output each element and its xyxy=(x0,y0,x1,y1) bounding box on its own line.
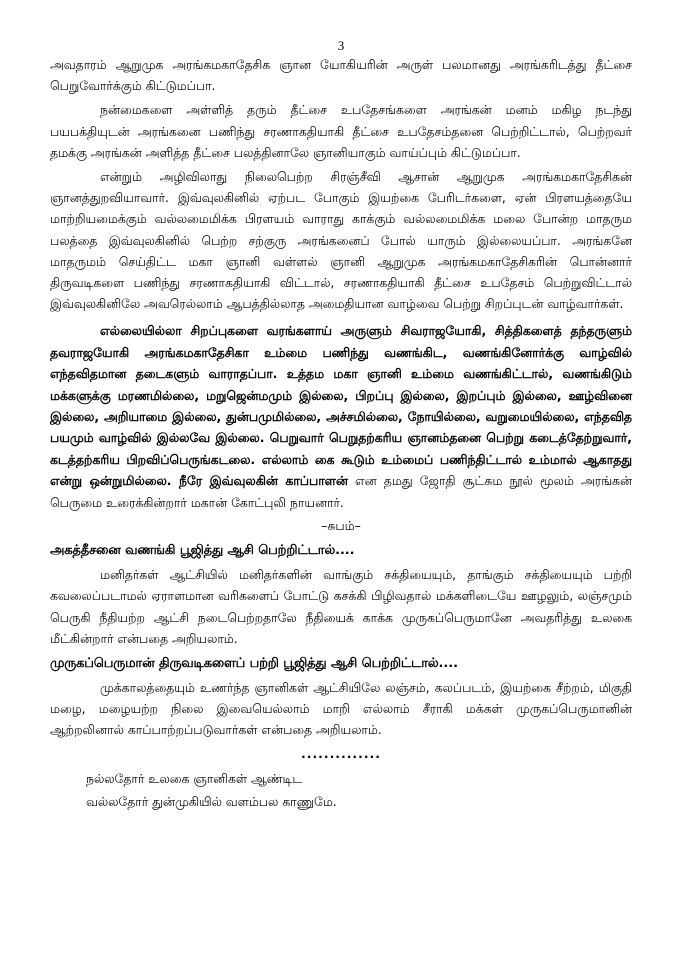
paragraph-4-bold-text: எல்லையில்லா சிறப்புகளை வரங்களாய் அருளும் சிவராஜயோகி, சித்திகளைத் தந்தருளும் தவராஜயோகி அரங்கமகாதேசிகா உம்மை பணிந்து வணங்கிட, வணங்கினோர்க்கு வாழ்வில் எந்தவிதமான தடைகளும் வாராதப்பா. உத்தம மகா ஞானி உம்மை வணங்கிட்டால், வணங்கிடும் மக்களுக்கு மரணமில்லை, மறுஜென்மமும் இல்லை, பிறப்பு இல்லை, இறப்பும் இல்லை, ஊழ்வினை இல்லை, அறியாமை இல்லை, துன்பமுமில்லை, அச்சமில்லை, நோயில்லை, வறுமையில்லை, எந்தவித பயமும் வாழ்வில் இல்லவே இல்லை. பெறுவார் பெறுதற்கரிய ஞானம்தனை பெற்று கடைத்தேற்றுவார், கடத்தற்கரிய பிறவிப்பெருங்கடலை. எல்லாம் கை கூடும் உம்மைப் பணிந்திட்டால் உம்மால் ஆகாதது என்று ஒன்றுமில்லை. நீரே இவ்வுலகின் காப்பாளன் xyxy=(50,323,632,489)
verse-line-2: வல்லதோர் துன்முகியில் வளம்பல காணுமே. xyxy=(86,793,337,809)
paragraph-4 xyxy=(50,320,632,512)
paragraph-4-regular-text: என தமது ஜோதி சூட்சும நூல் மூலம் அரங்கன் பெருமை உரைக்கின்றார் மகான் கோட்புலி நாயனார். xyxy=(50,473,632,510)
dotted-divider: .............. xyxy=(301,745,381,761)
section-2-body: முக்காலத்தையும் உணர்ந்த ஞானிகள் ஆட்சியிலே லஞ்சம், கலப்படம், இயற்கை சீற்றம், மிகுதி மழை, மழையற்ற நிலை இவையெல்லாம் மாறி எல்லாம் சீராகி மக்கள் முருகப்பெருமானின் ஆற்றலினால் காப்பாற்றப்படுவார்கள் என்பதை அறியலாம். xyxy=(50,679,632,738)
verse-line-1: நல்லதோர் உலகை ஞானிகள் ஆண்டிட xyxy=(86,770,303,786)
section-1-body: மனிதர்கள் ஆட்சியில் மனிதர்களின் வாங்கும் சக்தியையும், தாங்கும் சக்தியையும் பற்றி கவலைப்படாமல் ஏராளமான வரிகளைப் போட்டு கசக்கி பிழிவதால் மக்களிடையே ஊழலும், லஞ்சமும் பெருகி நீதியற்ற ஆட்சி நடைபெற்றதாலே நீதியைக் காக்க முருகப்பெருமானே அவதரித்து உலகை மீட்கின்றார் என்பதை அறியலாம். xyxy=(50,567,632,646)
section-2-heading: முருகப்பெருமான் திருவடிகளைப் பற்றி பூஜித்து ஆசி பெற்றிட்டால்.... xyxy=(50,655,458,671)
paragraph-3: என்றும் அழிவிலாது நிலைபெற்ற சிரஞ்சீவி ஆசான் ஆறுமுக அரங்கமகாதேசிகன் ஞானத்துறவியாவார். இவ்வுலகினில் ஏற்பட போகும் இயற்கை பேரிடர்களை, ஏன் பிரளயத்தையே மாற்றியமைக்கும் வல்லமைமிக்க பிரளயம் வாராது காக்கும் வல்லமைமிக்க மலை போன்ற மாதரும பலத்தை இவ்வுலகினில் பெற்ற சற்குரு அரங்கனைப் போல் யாரும் இல்லையப்பா. அரங்கனே மாதருமம் செய்திட்ட மகா ஞானி வள்ளல் ஞானி ஆறுமுக அரங்கமகாதேசிகரின் பொன்னார் திருவடிகளை பணிந்து சரணாகதியாகி விட்டால், சரணாகதியாகி தீட்சை உபதேசம் பெற்றுவிட்டால் இவ்வுலகினிலே அவரெல்லாம் ஆபத்தில்லாத அமைதியான வாழ்வை பெற்று சிறப்புடன் வாழ்வார்கள். xyxy=(50,169,632,312)
closing-verse xyxy=(50,767,632,813)
document-page xyxy=(50,38,632,813)
section-separator: –சுபம்– xyxy=(321,517,361,533)
paragraph-1: அவதாரம் ஆறுமுக அரங்கமகாதேசிக ஞான யோகியரின் அருள் பலமானது அரங்கரிடத்து தீட்சை பெறுவோர்க்கும் கிட்டுமப்பா. xyxy=(50,57,632,94)
section-1-heading: அகத்தீசனை வணங்கி பூஜித்து ஆசி பெற்றிட்டால்.... xyxy=(50,543,355,559)
paragraph-2: நன்மைகளை அள்ளித் தரும் தீட்சை உபதேசங்களை அரங்கன் மனம் மகிழ நடந்து பயபக்தியுடன் அரங்கனை பணிந்து சரணாகதியாகி தீட்சை உபதேசம்தனை பெற்றிட்டால், பெற்றவர் தமக்கு அரங்கன் அளித்த தீட்சை பலத்தினாலே ஞானியாகும் வாய்ப்பும் கிட்டுமப்பா. xyxy=(50,102,632,160)
page-number: 3 xyxy=(337,38,345,53)
